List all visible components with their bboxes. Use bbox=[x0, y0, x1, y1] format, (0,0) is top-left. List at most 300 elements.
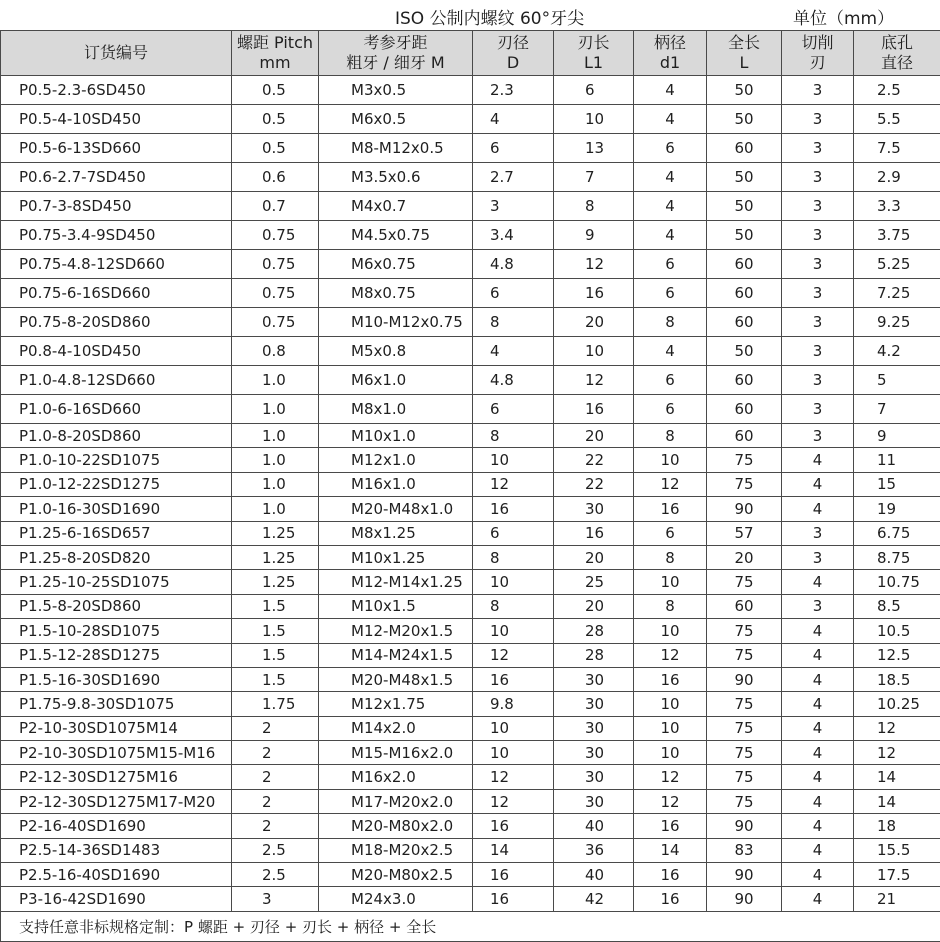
cell-hole-diameter: 2.9 bbox=[854, 163, 940, 192]
cell-overall-length: 50 bbox=[707, 192, 782, 221]
cell-order-code: P1.5-8-20SD860 bbox=[1, 594, 232, 618]
cell-cutting-length: 30 bbox=[554, 789, 634, 813]
cell-pitch: 1.5 bbox=[232, 619, 319, 643]
cell-cutting-length: 30 bbox=[554, 667, 634, 691]
cell-shank-diameter: 10 bbox=[634, 716, 707, 740]
table-body bbox=[1, 76, 940, 912]
cell-order-code: P1.25-10-25SD1075 bbox=[1, 570, 232, 594]
cell-cutting-diameter: 16 bbox=[473, 887, 554, 911]
header-pitch-line2: mm bbox=[232, 53, 318, 73]
cell-overall-length: 90 bbox=[707, 814, 782, 838]
cell-hole-diameter: 11 bbox=[854, 448, 940, 472]
cell-pitch: 1.5 bbox=[232, 667, 319, 691]
cell-cutting-length: 28 bbox=[554, 643, 634, 667]
cell-cutting-length: 42 bbox=[554, 887, 634, 911]
table-row bbox=[1, 789, 940, 813]
cell-pitch: 0.75 bbox=[232, 221, 319, 250]
cell-hole-diameter: 21 bbox=[854, 887, 940, 911]
table-row bbox=[1, 741, 940, 765]
cell-ref-thread: M3.5x0.6 bbox=[319, 163, 473, 192]
cell-ref-thread: M10x1.5 bbox=[319, 594, 473, 618]
cell-shank-diameter: 6 bbox=[634, 366, 707, 395]
cell-shank-diameter: 16 bbox=[634, 667, 707, 691]
header-cutting-length bbox=[554, 31, 634, 76]
table-row bbox=[1, 76, 940, 105]
cell-shank-diameter: 16 bbox=[634, 863, 707, 887]
cell-flute-count: 4 bbox=[782, 692, 854, 716]
title-banner bbox=[0, 0, 940, 30]
cell-cutting-diameter: 4 bbox=[473, 105, 554, 134]
footer-row bbox=[1, 911, 940, 941]
header-flute-count-line2: 刃 bbox=[782, 53, 853, 73]
cell-pitch: 0.75 bbox=[232, 279, 319, 308]
cell-order-code: P0.6-2.7-7SD450 bbox=[1, 163, 232, 192]
cell-overall-length: 75 bbox=[707, 570, 782, 594]
cell-pitch: 0.6 bbox=[232, 163, 319, 192]
cell-flute-count: 3 bbox=[782, 424, 854, 448]
cell-cutting-length: 13 bbox=[554, 134, 634, 163]
cell-pitch: 2.5 bbox=[232, 838, 319, 862]
cell-ref-thread: M8x1.0 bbox=[319, 395, 473, 424]
cell-cutting-length: 16 bbox=[554, 279, 634, 308]
cell-cutting-diameter: 4.8 bbox=[473, 250, 554, 279]
cell-overall-length: 50 bbox=[707, 76, 782, 105]
cell-ref-thread: M20-M80x2.5 bbox=[319, 863, 473, 887]
cell-cutting-diameter: 10 bbox=[473, 741, 554, 765]
cell-shank-diameter: 4 bbox=[634, 163, 707, 192]
cell-cutting-diameter: 6 bbox=[473, 279, 554, 308]
cell-hole-diameter: 7.5 bbox=[854, 134, 940, 163]
cell-overall-length: 75 bbox=[707, 472, 782, 496]
cell-cutting-diameter: 6 bbox=[473, 395, 554, 424]
cell-pitch: 2 bbox=[232, 814, 319, 838]
cell-ref-thread: M12x1.0 bbox=[319, 448, 473, 472]
cell-order-code: P2-10-30SD1075M14 bbox=[1, 716, 232, 740]
cell-overall-length: 75 bbox=[707, 643, 782, 667]
cell-flute-count: 3 bbox=[782, 395, 854, 424]
table-row bbox=[1, 619, 940, 643]
cell-order-code: P2-12-30SD1275M16 bbox=[1, 765, 232, 789]
header-cutting-diameter-line1: 刃径 bbox=[473, 33, 553, 53]
cell-overall-length: 60 bbox=[707, 250, 782, 279]
header-pitch bbox=[232, 31, 319, 76]
cell-flute-count: 3 bbox=[782, 308, 854, 337]
cell-order-code: P1.25-8-20SD820 bbox=[1, 545, 232, 569]
cell-ref-thread: M24x3.0 bbox=[319, 887, 473, 911]
cell-pitch: 1.0 bbox=[232, 497, 319, 521]
cell-cutting-length: 10 bbox=[554, 337, 634, 366]
cell-cutting-diameter: 3 bbox=[473, 192, 554, 221]
custom-spec-note: 支持任意非标规格定制：P 螺距 + 刃径 + 刃长 + 柄径 + 全长 bbox=[1, 911, 940, 941]
cell-pitch: 0.75 bbox=[232, 308, 319, 337]
cell-flute-count: 4 bbox=[782, 814, 854, 838]
header-shank-diameter bbox=[634, 31, 707, 76]
unit-label: 单位（mm） bbox=[793, 4, 894, 29]
cell-order-code: P1.5-16-30SD1690 bbox=[1, 667, 232, 691]
table-row bbox=[1, 838, 940, 862]
cell-cutting-diameter: 16 bbox=[473, 497, 554, 521]
cell-shank-diameter: 6 bbox=[634, 250, 707, 279]
cell-order-code: P1.0-4.8-12SD660 bbox=[1, 366, 232, 395]
cell-hole-diameter: 7.25 bbox=[854, 279, 940, 308]
cell-order-code: P1.5-10-28SD1075 bbox=[1, 619, 232, 643]
cell-cutting-diameter: 12 bbox=[473, 643, 554, 667]
cell-order-code: P2-10-30SD1075M15-M16 bbox=[1, 741, 232, 765]
cell-hole-diameter: 3.75 bbox=[854, 221, 940, 250]
cell-order-code: P0.75-8-20SD860 bbox=[1, 308, 232, 337]
cell-order-code: P1.5-12-28SD1275 bbox=[1, 643, 232, 667]
table-row bbox=[1, 863, 940, 887]
cell-flute-count: 4 bbox=[782, 716, 854, 740]
header-overall-length-line1: 全长 bbox=[707, 33, 781, 53]
cell-pitch: 2.5 bbox=[232, 863, 319, 887]
cell-pitch: 1.0 bbox=[232, 395, 319, 424]
cell-shank-diameter: 8 bbox=[634, 308, 707, 337]
cell-cutting-length: 28 bbox=[554, 619, 634, 643]
cell-flute-count: 3 bbox=[782, 594, 854, 618]
cell-hole-diameter: 4.2 bbox=[854, 337, 940, 366]
cell-ref-thread: M12-M14x1.25 bbox=[319, 570, 473, 594]
cell-overall-length: 60 bbox=[707, 594, 782, 618]
cell-cutting-diameter: 16 bbox=[473, 667, 554, 691]
table-row bbox=[1, 814, 940, 838]
cell-cutting-diameter: 10 bbox=[473, 570, 554, 594]
cell-cutting-length: 30 bbox=[554, 692, 634, 716]
table-row bbox=[1, 134, 940, 163]
cell-overall-length: 50 bbox=[707, 163, 782, 192]
cell-hole-diameter: 19 bbox=[854, 497, 940, 521]
cell-overall-length: 75 bbox=[707, 692, 782, 716]
header-cutting-diameter bbox=[473, 31, 554, 76]
cell-shank-diameter: 12 bbox=[634, 765, 707, 789]
header-flute-count-line1: 切削 bbox=[782, 33, 853, 53]
cell-cutting-length: 40 bbox=[554, 814, 634, 838]
cell-ref-thread: M6x0.5 bbox=[319, 105, 473, 134]
cell-order-code: P0.5-6-13SD660 bbox=[1, 134, 232, 163]
cell-cutting-diameter: 10 bbox=[473, 716, 554, 740]
cell-flute-count: 3 bbox=[782, 76, 854, 105]
cell-hole-diameter: 12 bbox=[854, 716, 940, 740]
cell-overall-length: 60 bbox=[707, 134, 782, 163]
cell-order-code: P0.5-4-10SD450 bbox=[1, 105, 232, 134]
cell-shank-diameter: 10 bbox=[634, 619, 707, 643]
cell-shank-diameter: 6 bbox=[634, 134, 707, 163]
cell-overall-length: 75 bbox=[707, 741, 782, 765]
cell-overall-length: 90 bbox=[707, 863, 782, 887]
cell-ref-thread: M20-M48x1.0 bbox=[319, 497, 473, 521]
table-row bbox=[1, 521, 940, 545]
table-row bbox=[1, 765, 940, 789]
cell-overall-length: 75 bbox=[707, 716, 782, 740]
cell-cutting-length: 12 bbox=[554, 366, 634, 395]
cell-overall-length: 60 bbox=[707, 308, 782, 337]
table-row bbox=[1, 163, 940, 192]
cell-cutting-diameter: 16 bbox=[473, 814, 554, 838]
table-row bbox=[1, 105, 940, 134]
table-row bbox=[1, 250, 940, 279]
cell-hole-diameter: 10.5 bbox=[854, 619, 940, 643]
cell-order-code: P0.8-4-10SD450 bbox=[1, 337, 232, 366]
cell-ref-thread: M14x2.0 bbox=[319, 716, 473, 740]
cell-shank-diameter: 4 bbox=[634, 76, 707, 105]
cell-overall-length: 75 bbox=[707, 765, 782, 789]
cell-ref-thread: M18-M20x2.5 bbox=[319, 838, 473, 862]
cell-cutting-diameter: 16 bbox=[473, 863, 554, 887]
header-flute-count bbox=[782, 31, 854, 76]
cell-flute-count: 3 bbox=[782, 545, 854, 569]
cell-overall-length: 90 bbox=[707, 497, 782, 521]
cell-flute-count: 4 bbox=[782, 667, 854, 691]
cell-cutting-length: 9 bbox=[554, 221, 634, 250]
cell-cutting-length: 16 bbox=[554, 395, 634, 424]
cell-cutting-diameter: 8 bbox=[473, 545, 554, 569]
cell-cutting-diameter: 8 bbox=[473, 424, 554, 448]
cell-flute-count: 3 bbox=[782, 134, 854, 163]
cell-shank-diameter: 14 bbox=[634, 838, 707, 862]
cell-pitch: 0.5 bbox=[232, 105, 319, 134]
table-row bbox=[1, 570, 940, 594]
cell-ref-thread: M6x0.75 bbox=[319, 250, 473, 279]
table-row bbox=[1, 472, 940, 496]
cell-order-code: P1.0-8-20SD860 bbox=[1, 424, 232, 448]
cell-cutting-length: 20 bbox=[554, 545, 634, 569]
cell-overall-length: 50 bbox=[707, 221, 782, 250]
cell-pitch: 0.8 bbox=[232, 337, 319, 366]
cell-ref-thread: M10x1.0 bbox=[319, 424, 473, 448]
cell-flute-count: 4 bbox=[782, 497, 854, 521]
cell-pitch: 1.25 bbox=[232, 570, 319, 594]
cell-hole-diameter: 8.5 bbox=[854, 594, 940, 618]
header-ref-thread-line1: 考参牙距 bbox=[319, 33, 472, 53]
cell-ref-thread: M17-M20x2.0 bbox=[319, 789, 473, 813]
cell-overall-length: 60 bbox=[707, 395, 782, 424]
cell-hole-diameter: 18 bbox=[854, 814, 940, 838]
cell-ref-thread: M4x0.7 bbox=[319, 192, 473, 221]
cell-flute-count: 4 bbox=[782, 765, 854, 789]
cell-cutting-length: 22 bbox=[554, 448, 634, 472]
cell-order-code: P1.0-12-22SD1275 bbox=[1, 472, 232, 496]
header-cutting-diameter-line2: D bbox=[473, 53, 553, 73]
cell-ref-thread: M3x0.5 bbox=[319, 76, 473, 105]
cell-cutting-diameter: 4.8 bbox=[473, 366, 554, 395]
cell-shank-diameter: 12 bbox=[634, 789, 707, 813]
cell-shank-diameter: 4 bbox=[634, 105, 707, 134]
cell-pitch: 1.0 bbox=[232, 366, 319, 395]
cell-cutting-diameter: 10 bbox=[473, 448, 554, 472]
header-row bbox=[1, 31, 940, 76]
cell-cutting-diameter: 12 bbox=[473, 789, 554, 813]
cell-hole-diameter: 15.5 bbox=[854, 838, 940, 862]
header-hole-diameter-line1: 底孔 bbox=[854, 33, 940, 53]
cell-hole-diameter: 3.3 bbox=[854, 192, 940, 221]
cell-cutting-diameter: 10 bbox=[473, 619, 554, 643]
cell-cutting-length: 16 bbox=[554, 521, 634, 545]
cell-cutting-length: 12 bbox=[554, 250, 634, 279]
table-row bbox=[1, 594, 940, 618]
cell-shank-diameter: 4 bbox=[634, 337, 707, 366]
header-order-code-line1: 订货编号 bbox=[1, 43, 231, 63]
cell-cutting-length: 7 bbox=[554, 163, 634, 192]
cell-ref-thread: M10x1.25 bbox=[319, 545, 473, 569]
cell-shank-diameter: 6 bbox=[634, 521, 707, 545]
cell-flute-count: 4 bbox=[782, 838, 854, 862]
cell-overall-length: 20 bbox=[707, 545, 782, 569]
cell-flute-count: 4 bbox=[782, 472, 854, 496]
cell-shank-diameter: 10 bbox=[634, 741, 707, 765]
table-row bbox=[1, 887, 940, 911]
cell-hole-diameter: 2.5 bbox=[854, 76, 940, 105]
cell-order-code: P2-16-40SD1690 bbox=[1, 814, 232, 838]
table-row bbox=[1, 395, 940, 424]
cell-hole-diameter: 12.5 bbox=[854, 643, 940, 667]
cell-order-code: P2.5-14-36SD1483 bbox=[1, 838, 232, 862]
cell-overall-length: 75 bbox=[707, 619, 782, 643]
cell-flute-count: 4 bbox=[782, 619, 854, 643]
cell-overall-length: 60 bbox=[707, 366, 782, 395]
cell-ref-thread: M10-M12x0.75 bbox=[319, 308, 473, 337]
cell-pitch: 1.5 bbox=[232, 594, 319, 618]
cell-cutting-diameter: 8 bbox=[473, 594, 554, 618]
cell-flute-count: 4 bbox=[782, 741, 854, 765]
cell-flute-count: 3 bbox=[782, 192, 854, 221]
table-row bbox=[1, 221, 940, 250]
cell-order-code: P0.5-2.3-6SD450 bbox=[1, 76, 232, 105]
cell-ref-thread: M6x1.0 bbox=[319, 366, 473, 395]
cell-ref-thread: M20-M80x2.0 bbox=[319, 814, 473, 838]
table-footer bbox=[1, 911, 940, 941]
cell-ref-thread: M8x1.25 bbox=[319, 521, 473, 545]
header-ref-thread bbox=[319, 31, 473, 76]
cell-cutting-length: 22 bbox=[554, 472, 634, 496]
cell-ref-thread: M8x0.75 bbox=[319, 279, 473, 308]
header-order-code bbox=[1, 31, 232, 76]
cell-shank-diameter: 10 bbox=[634, 570, 707, 594]
cell-cutting-length: 30 bbox=[554, 716, 634, 740]
table-row bbox=[1, 448, 940, 472]
cell-cutting-diameter: 9.8 bbox=[473, 692, 554, 716]
cell-ref-thread: M16x1.0 bbox=[319, 472, 473, 496]
cell-hole-diameter: 9 bbox=[854, 424, 940, 448]
cell-pitch: 0.5 bbox=[232, 76, 319, 105]
cell-ref-thread: M5x0.8 bbox=[319, 337, 473, 366]
table-title: ISO 公制内螺纹 60°牙尖 bbox=[395, 4, 584, 29]
cell-ref-thread: M20-M48x1.5 bbox=[319, 667, 473, 691]
table-header bbox=[1, 31, 940, 76]
cell-hole-diameter: 7 bbox=[854, 395, 940, 424]
cell-overall-length: 90 bbox=[707, 887, 782, 911]
header-hole-diameter bbox=[854, 31, 940, 76]
cell-cutting-diameter: 6 bbox=[473, 521, 554, 545]
cell-pitch: 1.25 bbox=[232, 545, 319, 569]
spec-table bbox=[0, 30, 940, 942]
cell-cutting-length: 10 bbox=[554, 105, 634, 134]
cell-flute-count: 3 bbox=[782, 366, 854, 395]
cell-shank-diameter: 6 bbox=[634, 395, 707, 424]
cell-order-code: P2.5-16-40SD1690 bbox=[1, 863, 232, 887]
header-cutting-length-line1: 刃长 bbox=[554, 33, 633, 53]
cell-flute-count: 3 bbox=[782, 163, 854, 192]
cell-cutting-length: 20 bbox=[554, 594, 634, 618]
cell-order-code: P1.0-16-30SD1690 bbox=[1, 497, 232, 521]
cell-cutting-length: 30 bbox=[554, 765, 634, 789]
cell-shank-diameter: 8 bbox=[634, 545, 707, 569]
cell-cutting-length: 36 bbox=[554, 838, 634, 862]
cell-ref-thread: M12-M20x1.5 bbox=[319, 619, 473, 643]
table-row bbox=[1, 497, 940, 521]
cell-order-code: P0.75-4.8-12SD660 bbox=[1, 250, 232, 279]
cell-overall-length: 83 bbox=[707, 838, 782, 862]
table-row bbox=[1, 424, 940, 448]
cell-order-code: P0.75-6-16SD660 bbox=[1, 279, 232, 308]
cell-pitch: 0.7 bbox=[232, 192, 319, 221]
cell-flute-count: 4 bbox=[782, 448, 854, 472]
cell-pitch: 1.25 bbox=[232, 521, 319, 545]
table-row bbox=[1, 667, 940, 691]
header-overall-length-line2: L bbox=[707, 53, 781, 73]
cell-pitch: 1.0 bbox=[232, 472, 319, 496]
cell-hole-diameter: 17.5 bbox=[854, 863, 940, 887]
cell-overall-length: 57 bbox=[707, 521, 782, 545]
cell-cutting-length: 20 bbox=[554, 424, 634, 448]
cell-pitch: 0.75 bbox=[232, 250, 319, 279]
cell-order-code: P2-12-30SD1275M17-M20 bbox=[1, 789, 232, 813]
cell-cutting-diameter: 2.3 bbox=[473, 76, 554, 105]
header-cutting-length-line2: L1 bbox=[554, 53, 633, 73]
cell-flute-count: 3 bbox=[782, 279, 854, 308]
header-pitch-line1: 螺距 Pitch bbox=[232, 33, 318, 53]
cell-overall-length: 90 bbox=[707, 667, 782, 691]
cell-order-code: P3-16-42SD1690 bbox=[1, 887, 232, 911]
cell-order-code: P1.25-6-16SD657 bbox=[1, 521, 232, 545]
cell-ref-thread: M14-M24x1.5 bbox=[319, 643, 473, 667]
table-row bbox=[1, 692, 940, 716]
cell-shank-diameter: 12 bbox=[634, 472, 707, 496]
cell-cutting-diameter: 2.7 bbox=[473, 163, 554, 192]
cell-cutting-diameter: 14 bbox=[473, 838, 554, 862]
cell-overall-length: 75 bbox=[707, 448, 782, 472]
cell-hole-diameter: 10.75 bbox=[854, 570, 940, 594]
table-row bbox=[1, 643, 940, 667]
table-row bbox=[1, 308, 940, 337]
cell-cutting-length: 8 bbox=[554, 192, 634, 221]
header-shank-diameter-line2: d1 bbox=[634, 53, 706, 73]
cell-hole-diameter: 14 bbox=[854, 765, 940, 789]
cell-cutting-diameter: 8 bbox=[473, 308, 554, 337]
cell-flute-count: 3 bbox=[782, 337, 854, 366]
cell-pitch: 2 bbox=[232, 716, 319, 740]
cell-pitch: 1.0 bbox=[232, 424, 319, 448]
cell-shank-diameter: 16 bbox=[634, 887, 707, 911]
cell-pitch: 2 bbox=[232, 789, 319, 813]
cell-overall-length: 50 bbox=[707, 105, 782, 134]
cell-ref-thread: M12x1.75 bbox=[319, 692, 473, 716]
cell-shank-diameter: 8 bbox=[634, 424, 707, 448]
cell-cutting-length: 6 bbox=[554, 76, 634, 105]
cell-order-code: P1.0-10-22SD1075 bbox=[1, 448, 232, 472]
cell-cutting-length: 30 bbox=[554, 497, 634, 521]
cell-pitch: 3 bbox=[232, 887, 319, 911]
table-row bbox=[1, 716, 940, 740]
table-row bbox=[1, 337, 940, 366]
cell-shank-diameter: 12 bbox=[634, 643, 707, 667]
cell-overall-length: 75 bbox=[707, 789, 782, 813]
cell-shank-diameter: 6 bbox=[634, 279, 707, 308]
table-row bbox=[1, 192, 940, 221]
cell-cutting-diameter: 12 bbox=[473, 765, 554, 789]
table-row bbox=[1, 366, 940, 395]
cell-flute-count: 4 bbox=[782, 887, 854, 911]
cell-flute-count: 4 bbox=[782, 643, 854, 667]
